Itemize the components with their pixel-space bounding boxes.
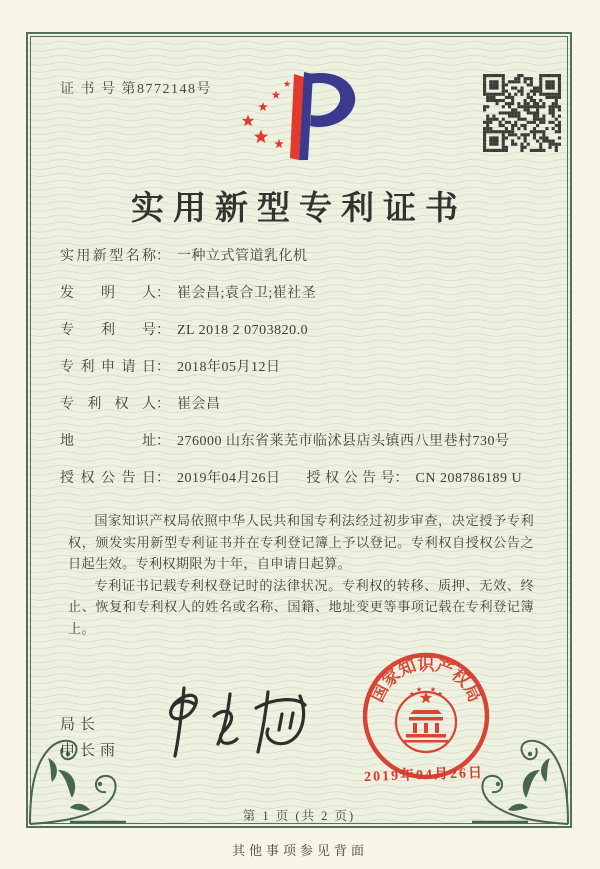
director-title: 局长 <box>60 717 101 733</box>
director-name: 申长雨 <box>60 743 121 759</box>
field-colon: ： <box>156 471 170 486</box>
field-colon: ： <box>156 434 170 449</box>
field-colon: ： <box>394 471 409 486</box>
field-label: 发明人 <box>60 286 156 301</box>
field-value: 崔会昌;袁合卫;崔社圣 <box>177 286 317 301</box>
director-block <box>60 712 120 764</box>
page-number: 第 1 页 (共 2 页) <box>242 809 356 823</box>
field-colon: ： <box>156 249 170 264</box>
field-label: 专利申请日 <box>60 360 156 375</box>
field-value: 276000 山东省莱芜市临沭县店头镇西八里巷村730号 <box>177 434 510 449</box>
field-row-grant <box>60 468 546 490</box>
field-row-filing-date <box>60 357 546 379</box>
field-value: 崔会昌 <box>177 397 221 412</box>
field-value: 2018年05月12日 <box>177 360 281 375</box>
field-colon: ： <box>156 360 170 375</box>
field-label: 地址 <box>60 434 156 449</box>
field-row-inventors <box>60 283 546 305</box>
grant-number-value: CN 208786189 U <box>415 471 523 486</box>
field-row-patentee <box>60 394 546 416</box>
certificate-title: 实用新型专利证书 <box>131 191 467 227</box>
grant-date-label: 授权公告日 <box>60 471 156 486</box>
back-note: 其他事项参见背面 <box>231 843 368 858</box>
grant-number-label: 授权公告号 <box>306 471 395 486</box>
grant-number-group <box>307 468 523 490</box>
field-label: 实用新型名称 <box>60 249 156 264</box>
field-row-name <box>60 246 546 268</box>
field-colon: ： <box>156 286 170 301</box>
field-value: 一种立式管道乳化机 <box>177 249 308 264</box>
field-label: 专利号 <box>60 323 156 338</box>
field-colon: ： <box>156 323 170 338</box>
logo-stars-icon <box>242 81 290 149</box>
director-signature-icon <box>144 682 334 768</box>
field-row-patent-number <box>60 320 546 342</box>
national-emblem-icon <box>396 687 456 752</box>
legal-paragraph-1: 国家知识产权局依照中华人民共和国专利法经过初步审查，决定授予专利权，颁发实用新型专利证书并在专利登记簿上予以登记。专利权自授权公告之日起生效。专利权期限为十年，自申请日起算。 <box>68 513 534 571</box>
seal-date: 2019年04月26日 <box>363 765 485 786</box>
cnipa-logo-icon <box>232 68 368 164</box>
grant-date-value: 2019年04月26日 <box>177 471 281 486</box>
field-row-address <box>60 431 546 453</box>
fields-section <box>60 246 546 505</box>
seal-text-arc: 国家知识产权局 <box>367 655 485 705</box>
field-colon: ： <box>156 397 170 412</box>
logo-blue-bowl <box>310 73 355 127</box>
certificate-frame <box>26 32 572 828</box>
field-value: ZL 2018 2 0703820.0 <box>177 323 309 338</box>
legal-paragraphs <box>68 510 534 639</box>
field-label: 专利权人 <box>60 397 156 412</box>
certificate-number: 证 书 号 第8772148号 <box>60 82 212 97</box>
legal-paragraph-2: 专利证书记载专利权登记时的法律状况。专利权的转移、质押、无效、终止、恢复和专利权人的姓名或名称、国籍、地址变更等事项记载在专利登记簿上。 <box>68 577 534 636</box>
qr-code <box>483 74 561 152</box>
